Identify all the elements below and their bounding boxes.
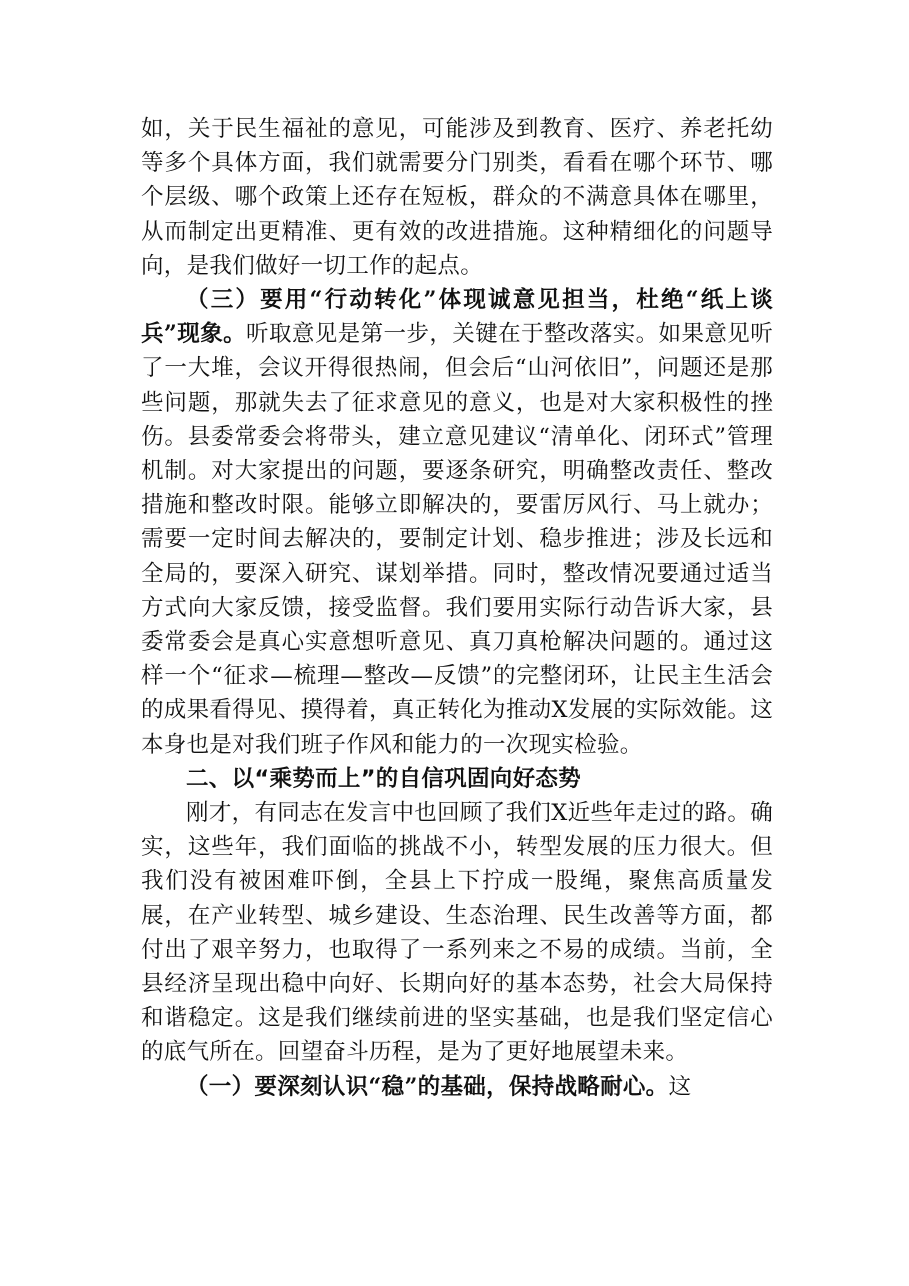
paragraph-action-conversion xyxy=(141,283,773,762)
paragraph-review: 刚才，有同志在发言中也回顾了我们X近些年走过的路。确实，这些年，我们面临的挑战不小，转型发展的压力很大。但我们没有被困难吓倒，全县上下拧成一股绳，聚焦高质量发展，在产业转型、城乡建设、生态治理、民生改善等方面，都付出了艰辛努力，也取得了一系列来之不易的成绩。当前，全县经济呈现出稳中向好、长期向好的基本态势，社会大局保持和谐稳定。这是我们继续前进的坚实基础，也是我们坚定信心的底气所在。回望奋斗历程，是为了更好地展望未来。 xyxy=(141,800,773,1066)
paragraph-continuation: 如，关于民生福祉的意见，可能涉及到教育、医疗、养老托幼等多个具体方面，我们就需要分门别类，看看在哪个环节、哪个层级、哪个政策上还存在短板，群众的不满意具体在哪里，从而制定出更精准、更有效的改进措施。这种精细化的问题导向，是我们做好一切工作的起点。 xyxy=(141,116,773,279)
section-heading-2: 二、以“乘势而上”的自信巩固向好态势 xyxy=(186,765,581,792)
subheading-3: （三）要用“行动转化”体现诚意见担当，杜绝“纸上谈兵”现象。 xyxy=(141,287,773,348)
subheading-1: （一）要深刻认识“稳”的基础，保持战略耐心。 xyxy=(186,1073,669,1100)
paragraph-action-conversion-text: 听取意见是第一步，关键在于整改落实。如果意见听了一大堆，会议开得很热闹，但会后“山河依旧”，问题还是那些问题，那就失去了征求意见的意义，也是对大家积极性的挫伤。县委常委会将带头，建立意见建议“清单化、闭环式”管理机制。对大家提出的问题，要逐条研究，明确整改责任、整改措施和整改时限。能够立即解决的，要雷厉风行、马上就办；需要一定时间去解决的，要制定计划、稳步推进；涉及长远和全局的，要深入研究、谋划举措。同时，整改情况要通过适当方式向大家反馈，接受监督。我们要用实际行动告诉大家，县委常委会是真心实意想听意见、真刀真枪解决问题的。通过这样一个“征求—梳理—整改—反馈”的完整闭环，让民主生活会的成果看得见、摸得着，真正转化为推动X发展的实际效能。这本身也是对我们班子作风和能力的一次现实检验。 xyxy=(141,321,773,758)
paragraph-stability xyxy=(141,1070,773,1104)
paragraph-stability-text: 这 xyxy=(668,1073,692,1100)
document-page xyxy=(141,112,773,1104)
